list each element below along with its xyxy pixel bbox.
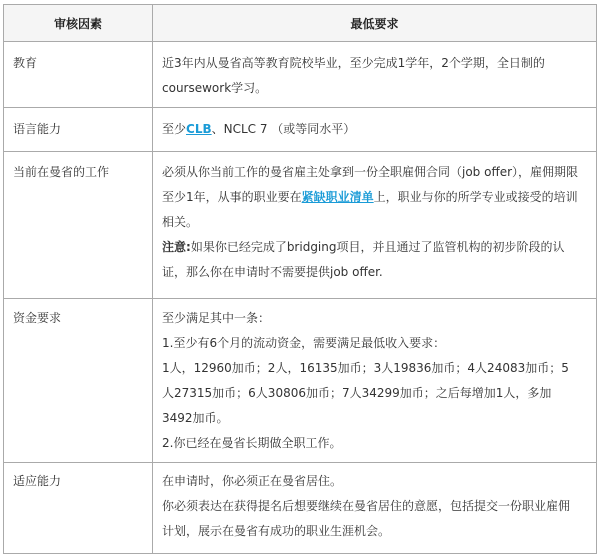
adapt-line-1: 在申请时，你必须正在曼省居住。 [162, 474, 343, 488]
factor-education: 教育 [4, 42, 153, 108]
table-header-row [4, 5, 597, 42]
table-row-language [4, 108, 597, 152]
requirement-language [153, 108, 597, 152]
header-factor: 审核因素 [4, 5, 153, 42]
education-text: 近3年内从曼省高等教育院校毕业，至少完成1学年，2个学期，全日制的coursework学习。 [162, 56, 545, 95]
note-text: 如果你已经完成了bridging项目，并且通过了监管机构的初步阶段的认证，那么你在申请时不需要提供job offer. [162, 240, 565, 279]
fund-line-2: 1.至少有6个月的流动资金，需要满足最低收入要求： [162, 336, 446, 350]
requirement-education [153, 42, 597, 108]
fund-line-3: 1人，12960加币；2人，16135加币；3人19836加币；4人24083加币；5人27315加币；6人30806加币；7人34299加币；之后每增加1人，多加3492加币。 [162, 361, 569, 425]
adapt-line-2: 你必须表达在获得提名后想要继续在曼省居住的意愿，包括提交一份职业雇佣计划，展示在曼省有成功的职业生涯机会。 [162, 499, 571, 538]
language-suffix: 、NCLC 7 （或等同水平） [211, 122, 356, 136]
requirements-table [3, 4, 597, 554]
table-row-fund [4, 299, 597, 463]
language-prefix: 至少 [162, 122, 187, 136]
job-text-b: 上，职业与你的所学专业或接受的培训相关。 [162, 190, 578, 229]
factor-language: 语言能力 [4, 108, 153, 152]
clb-link[interactable]: CLB [186, 122, 212, 136]
job-text-a: 必须从你当前工作的曼省雇主处拿到一份全职雇佣合同（job offer），雇佣期限至少1年，从事的职业要在 [162, 165, 579, 204]
shortage-occupation-link[interactable]: 紧缺职业清单 [301, 190, 374, 204]
job-note [162, 235, 580, 285]
requirement-fund [153, 299, 597, 463]
factor-adaptability: 适应能力 [4, 463, 153, 554]
requirement-adaptability [153, 463, 597, 554]
table-row-job [4, 152, 597, 299]
fund-line-1: 至少满足其中一条： [162, 311, 271, 325]
table-row-adaptability [4, 463, 597, 554]
factor-job: 当前在曼省的工作 [4, 152, 153, 299]
header-requirement: 最低要求 [153, 5, 597, 42]
table-row-education [4, 42, 597, 108]
note-label: 注意: [162, 240, 191, 254]
job-paragraph [162, 160, 580, 235]
factor-fund: 资金要求 [4, 299, 153, 463]
requirement-job [153, 152, 597, 299]
fund-line-4: 2.你已经在曼省长期做全职工作。 [162, 436, 342, 450]
